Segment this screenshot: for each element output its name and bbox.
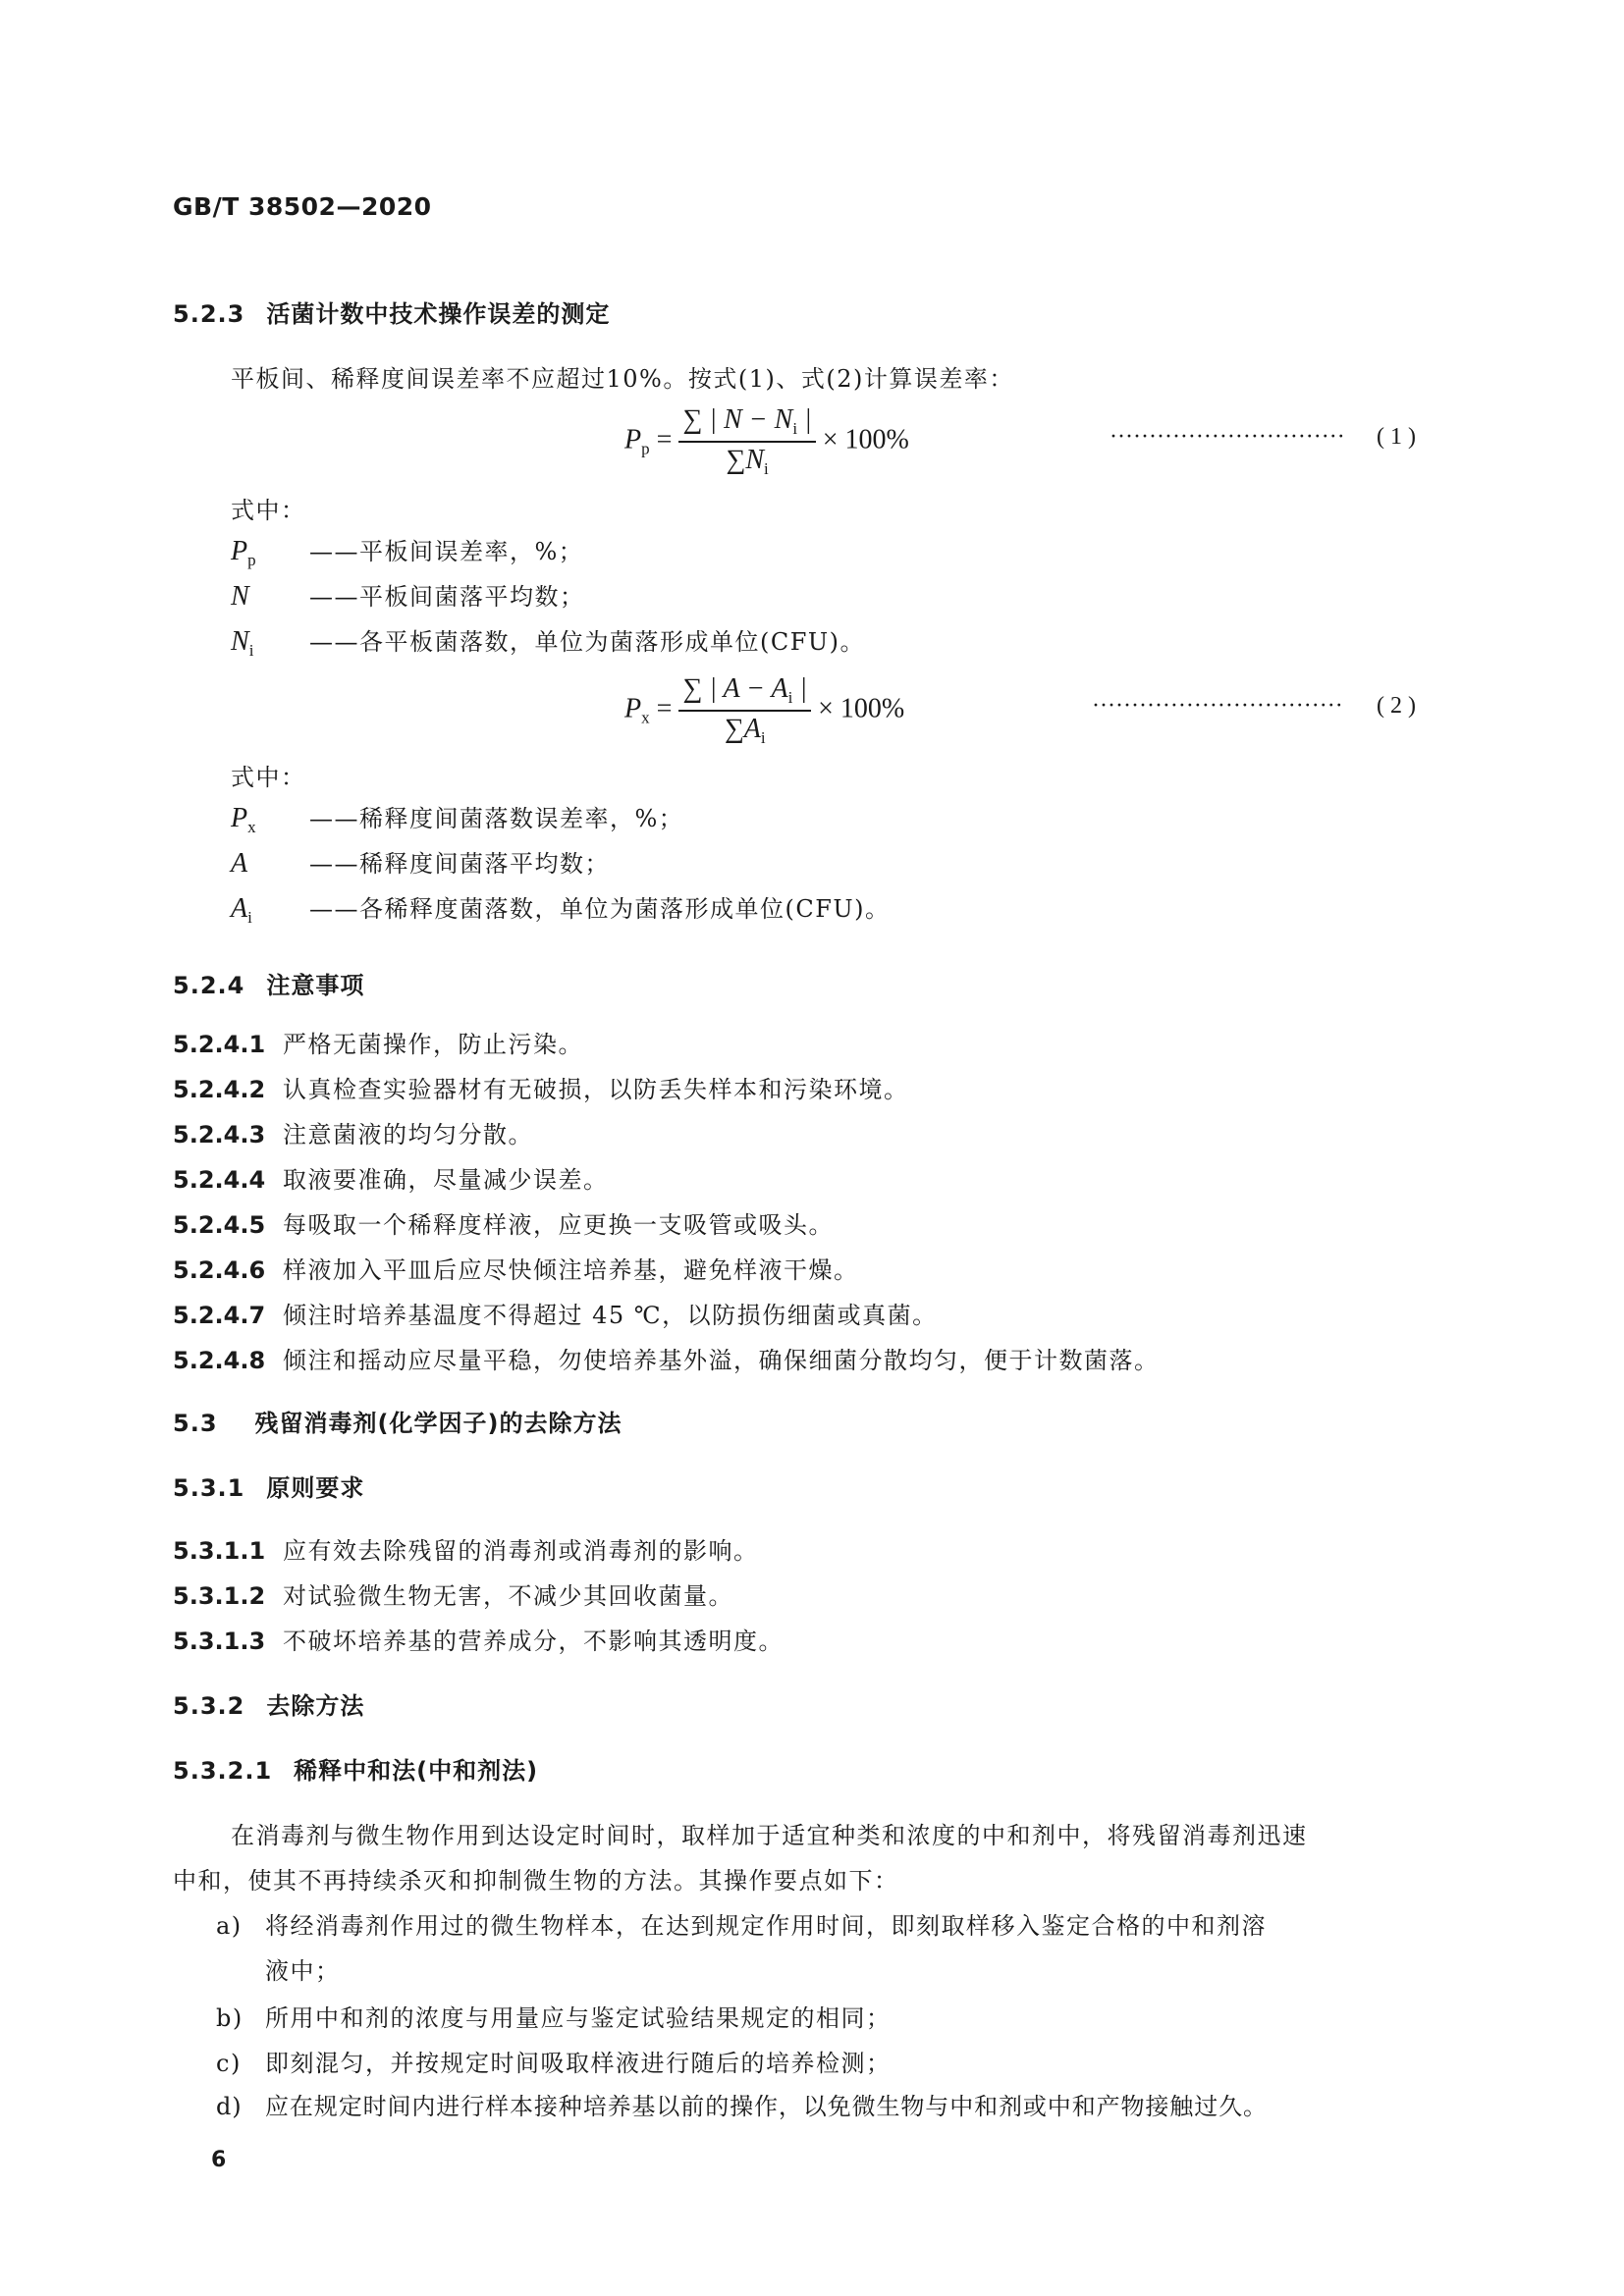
list-item-d (216, 2087, 1268, 2121)
variable-definition (231, 532, 583, 570)
list-text: 所用中和剂的浓度与用量应与鉴定试验结果规定的相同； (265, 2004, 892, 2032)
section-number: 5.3.2.1 (173, 1757, 273, 1785)
list-text: 应在规定时间内进行样本接种培养基以前的操作，以免微生物与中和剂或中和产物接触过久。 (265, 2093, 1268, 2120)
fraction-denominator (678, 712, 811, 748)
section-heading-5-2-3 (173, 294, 610, 329)
fraction-numerator (678, 404, 815, 443)
item-text: 注意菌液的均匀分散。 (283, 1121, 533, 1148)
list-label: d) (216, 2093, 243, 2120)
section-heading-5-3-1 (173, 1468, 364, 1503)
numerator-end: | (792, 673, 808, 704)
var-sub: p (247, 551, 256, 569)
formula-2-number: ( 2 ) (1377, 693, 1416, 719)
list-label: a) (216, 1912, 243, 1940)
denominator-sub: i (760, 728, 766, 747)
list-item (173, 1622, 784, 1656)
var-symbol: A (231, 893, 248, 924)
formula-2-leader-dots: ································ (1092, 693, 1343, 719)
section-number: 5.2.4 (173, 972, 245, 999)
numerator-sub: i (792, 419, 798, 438)
denominator-text: ∑A (724, 714, 761, 744)
section-title: 稀释中和法(中和剂法) (294, 1757, 539, 1785)
var-desc: ——各平板菌落数，单位为菌落形成单位(CFU)。 (309, 628, 865, 656)
var-symbol: N (231, 581, 249, 612)
section-title: 原则要求 (266, 1474, 365, 1502)
list-item (173, 1251, 859, 1285)
item-number: 5.3.1.2 (173, 1582, 266, 1610)
numerator-text: ∑ | N − N (682, 404, 793, 435)
item-text: 取液要准确，尽量减少误差。 (283, 1166, 609, 1194)
list-item (173, 1296, 938, 1330)
formula-lhs-sub: x (641, 708, 650, 727)
var-sub: i (248, 641, 254, 660)
formula-1-number: ( 1 ) (1377, 424, 1416, 450)
var-sub: i (247, 908, 252, 927)
page-number: 6 (211, 2148, 227, 2172)
item-text: 样液加入平皿后应尽快倾注培养基，避免样液干燥。 (283, 1256, 859, 1284)
var-symbol: A (231, 848, 248, 879)
formula-1-leader-dots: ······························ (1110, 424, 1345, 450)
list-item (173, 1025, 583, 1059)
section-heading-5-3 (173, 1404, 622, 1438)
section-number: 5.3.1 (173, 1474, 245, 1502)
item-text: 每吸取一个稀释度样液，应更换一支吸管或吸头。 (283, 1211, 834, 1239)
var-desc: ——稀释度间菌落数误差率，%； (309, 805, 684, 832)
list-item-c (216, 2044, 892, 2078)
where-label-2: 式中： (231, 764, 306, 791)
var-sub: x (247, 818, 256, 836)
fraction-numerator (678, 673, 811, 712)
item-number: 5.3.1.3 (173, 1628, 266, 1655)
numerator-sub: i (787, 688, 793, 707)
numerator-text: ∑ | A − A (682, 673, 788, 704)
item-text: 倾注和摇动应尽量平稳，勿使培养基外溢，确保细菌分散均匀，便于计数菌落。 (283, 1347, 1160, 1374)
list-item (173, 1531, 759, 1566)
item-number: 5.2.4.2 (173, 1076, 266, 1103)
fraction-denominator (678, 443, 815, 479)
list-item (173, 1160, 609, 1195)
item-text: 应有效去除残留的消毒剂或消毒剂的影响。 (283, 1537, 759, 1565)
list-text: 将经消毒剂作用过的微生物样本，在达到规定作用时间，即刻取样移入鉴定合格的中和剂溶 (265, 1912, 1267, 1940)
item-number: 5.2.4.6 (173, 1256, 266, 1284)
fraction (678, 404, 815, 479)
list-item (173, 1341, 1160, 1375)
section-heading-5-2-4 (173, 966, 364, 1000)
equals-sign: = (656, 693, 673, 724)
variable-definition (231, 577, 585, 615)
paragraph-line: 中和，使其不再持续杀灭和抑制微生物的方法。其操作要点如下： (173, 1867, 899, 1895)
variable-definition (231, 844, 610, 882)
variable-definition (231, 889, 890, 928)
item-number: 5.2.4.5 (173, 1211, 266, 1239)
formula-lhs-var: P (624, 693, 642, 724)
item-number: 5.2.4.7 (173, 1302, 266, 1329)
denominator-text: ∑N (726, 445, 765, 475)
item-number: 5.3.1.1 (173, 1537, 266, 1565)
item-text: 不破坏培养基的营养成分，不影响其透明度。 (283, 1628, 784, 1655)
item-number: 5.2.4.8 (173, 1347, 266, 1374)
list-item-b (216, 1999, 892, 2033)
list-item (173, 1115, 533, 1149)
var-symbol: N (231, 626, 249, 657)
section-number: 5.3 (173, 1410, 218, 1437)
variable-definition (231, 799, 683, 837)
formula-tail: × 100% (822, 424, 909, 455)
var-desc: ——稀释度间菌落平均数； (309, 850, 610, 878)
section-heading-5-3-2-1 (173, 1751, 538, 1786)
fraction (678, 673, 811, 748)
list-item-a-continued: 液中； (265, 1957, 341, 1985)
var-desc: ——平板间菌落平均数； (309, 583, 585, 611)
list-item (173, 1576, 733, 1611)
list-text: 即刻混匀，并按规定时间吸取样液进行随后的培养检测； (265, 2050, 892, 2077)
where-label-1: 式中： (231, 497, 306, 524)
item-text: 对试验微生物无害，不减少其回收菌量。 (283, 1582, 733, 1610)
formula-2 (624, 673, 904, 748)
list-item (173, 1070, 909, 1104)
var-desc: ——平板间误差率，%； (309, 538, 584, 565)
paragraph-line: 在消毒剂与微生物作用到达设定时间时，取样加于适宜种类和浓度的中和剂中，将残留消毒剂迅速 (231, 1822, 1308, 1849)
var-symbol: P (231, 803, 248, 833)
item-number: 5.2.4.4 (173, 1166, 266, 1194)
item-text: 倾注时培养基温度不得超过 45 ℃，以防损伤细菌或真菌。 (283, 1302, 938, 1329)
section-heading-5-3-2 (173, 1686, 364, 1721)
item-number: 5.2.4.1 (173, 1031, 266, 1058)
section-title: 注意事项 (266, 972, 365, 999)
formula-tail: × 100% (818, 693, 905, 724)
section-title: 残留消毒剂(化学因子)的去除方法 (254, 1410, 623, 1437)
var-symbol: P (231, 536, 248, 566)
list-label: b) (216, 2004, 244, 2032)
document-code: GB/T 38502—2020 (173, 192, 432, 221)
section-number: 5.3.2 (173, 1692, 245, 1720)
list-label: c) (216, 2050, 242, 2077)
item-number: 5.2.4.3 (173, 1121, 266, 1148)
denominator-sub: i (764, 459, 769, 478)
equals-sign: = (656, 424, 673, 455)
item-text: 严格无菌操作，防止污染。 (283, 1031, 583, 1058)
section-title: 去除方法 (266, 1692, 365, 1720)
var-desc: ——各稀释度菌落数，单位为菌落形成单位(CFU)。 (309, 895, 891, 923)
formula-lhs-sub: p (641, 439, 650, 458)
section-number: 5.2.3 (173, 300, 245, 328)
section-title: 活菌计数中技术操作误差的测定 (266, 300, 611, 328)
formula-lhs-var: P (624, 424, 642, 455)
variable-definition (231, 622, 865, 661)
intro-paragraph: 平板间、稀释度间误差率不应超过10%。按式(1)、式(2)计算误差率： (231, 365, 1014, 393)
formula-1 (624, 404, 909, 479)
list-item (173, 1205, 834, 1240)
numerator-end: | (797, 404, 812, 435)
list-item-a (216, 1906, 1267, 1941)
item-text: 认真检查实验器材有无破损，以防丢失样本和污染环境。 (283, 1076, 909, 1103)
